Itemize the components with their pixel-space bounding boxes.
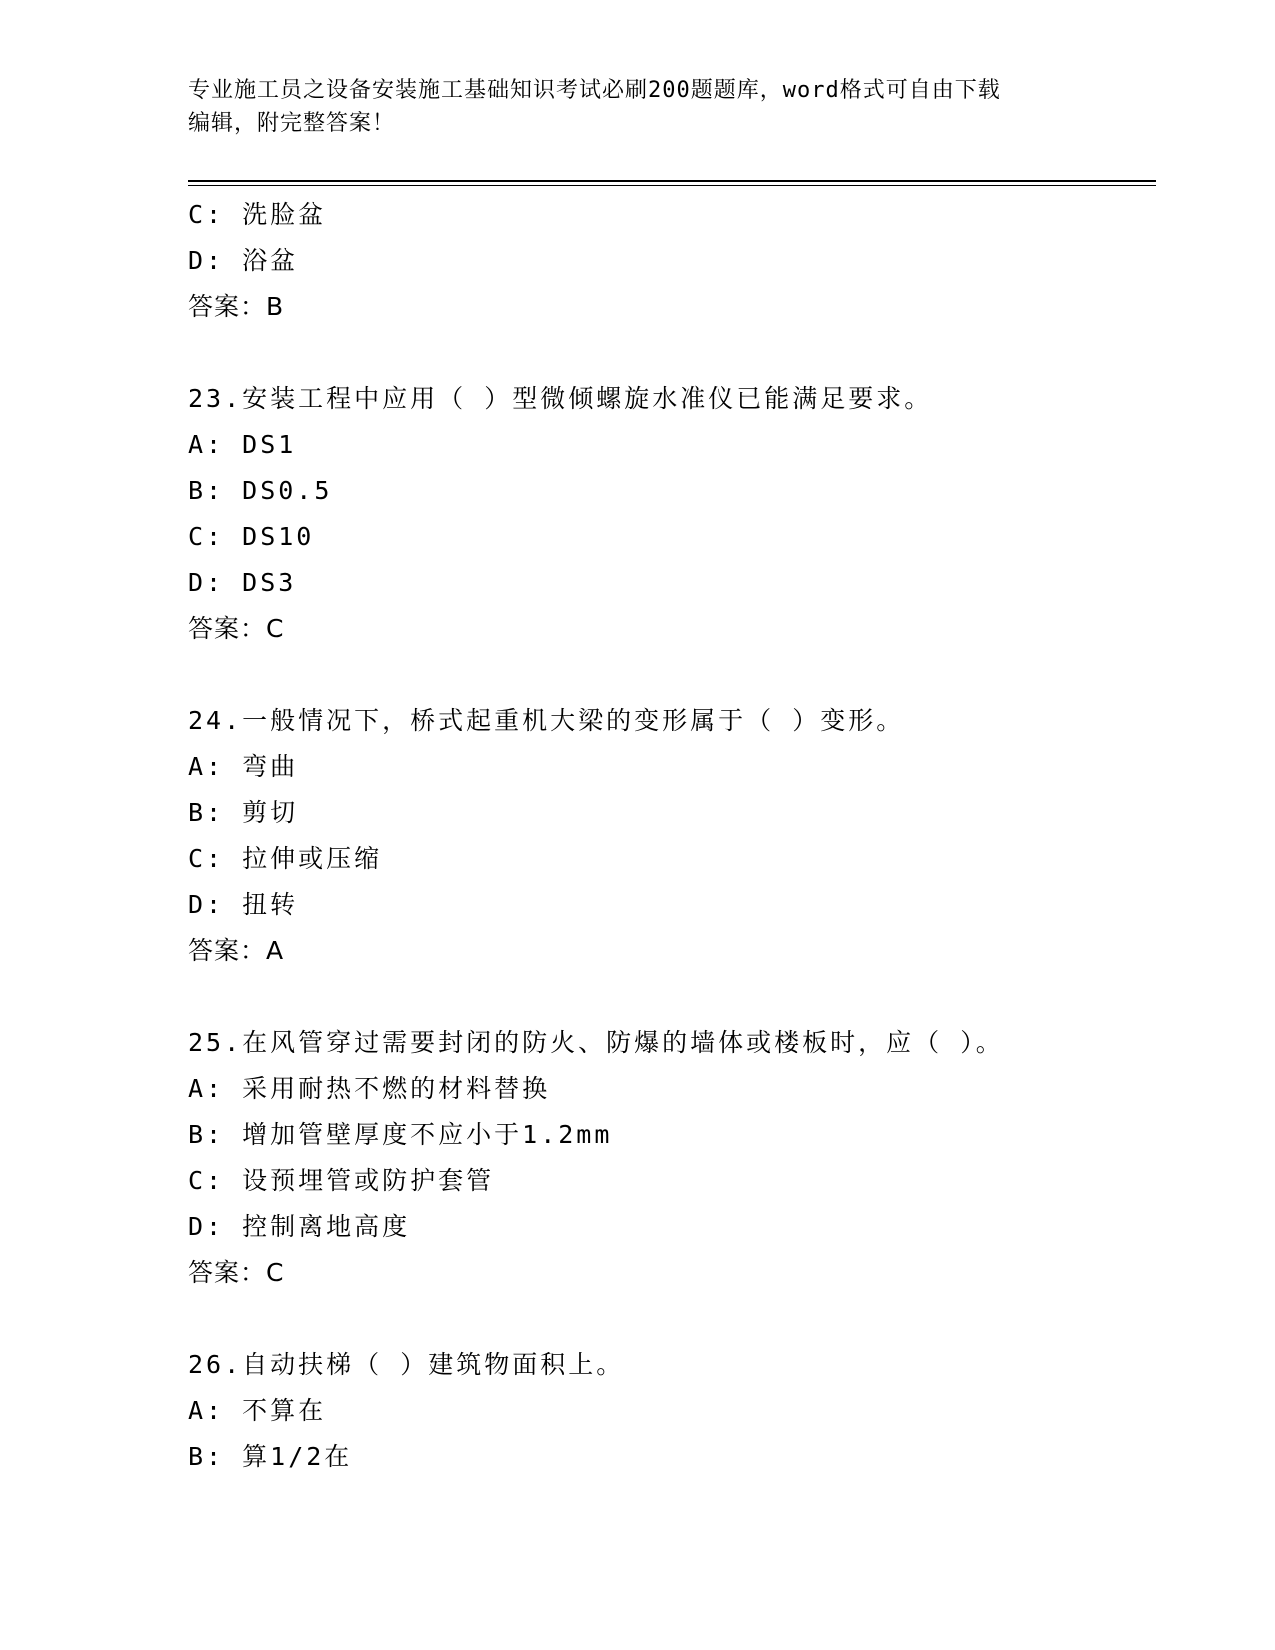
option-b: B: 增加管壁厚度不应小于1.2mm	[188, 1120, 613, 1149]
option-a: A: 弯曲	[188, 752, 299, 781]
header-divider-thin	[188, 185, 1156, 186]
question-26	[188, 1342, 1156, 1480]
option-b: B: 算1/2在	[188, 1442, 353, 1471]
header-title-line1: 专业施工员之设备安装施工基础知识考试必刷200题题库，word格式可自由下载	[188, 78, 1001, 103]
answer: 答案：C	[188, 1258, 285, 1287]
option-a: A: 采用耐热不燃的材料替换	[188, 1074, 551, 1103]
header-title-line2: 编辑，附完整答案！	[188, 111, 396, 136]
document-body	[188, 192, 1156, 1480]
answer: 答案：A	[188, 936, 285, 965]
question-text: 23.安装工程中应用（ ）型微倾螺旋水准仪已能满足要求。	[188, 384, 933, 413]
option-c: C: 洗脸盆	[188, 200, 327, 229]
option-b: B: 剪切	[188, 798, 299, 827]
answer: 答案：C	[188, 614, 285, 643]
spacer	[188, 330, 1156, 376]
question-text: 26.自动扶梯（ ）建筑物面积上。	[188, 1350, 625, 1379]
question-24	[188, 698, 1156, 974]
document-header	[188, 74, 1088, 140]
question-text: 24.一般情况下，桥式起重机大梁的变形属于（ ）变形。	[188, 706, 905, 735]
option-d: D: 浴盆	[188, 246, 299, 275]
option-c: C: 设预埋管或防护套管	[188, 1166, 495, 1195]
option-b: B: DS0.5	[188, 476, 333, 505]
question-23	[188, 376, 1156, 652]
question-22	[188, 192, 1156, 330]
option-d: D: DS3	[188, 568, 297, 597]
spacer	[188, 652, 1156, 698]
option-c: C: DS10	[188, 522, 315, 551]
answer: 答案：B	[188, 292, 285, 321]
header-divider-thick	[188, 180, 1156, 182]
option-a: A: DS1	[188, 430, 297, 459]
spacer	[188, 1296, 1156, 1342]
question-text: 25.在风管穿过需要封闭的防火、防爆的墙体或楼板时，应（ ）。	[188, 1028, 1004, 1057]
option-d: D: 扭转	[188, 890, 299, 919]
option-d: D: 控制离地高度	[188, 1212, 411, 1241]
spacer	[188, 974, 1156, 1020]
option-a: A: 不算在	[188, 1396, 327, 1425]
option-c: C: 拉伸或压缩	[188, 844, 383, 873]
question-25	[188, 1020, 1156, 1296]
